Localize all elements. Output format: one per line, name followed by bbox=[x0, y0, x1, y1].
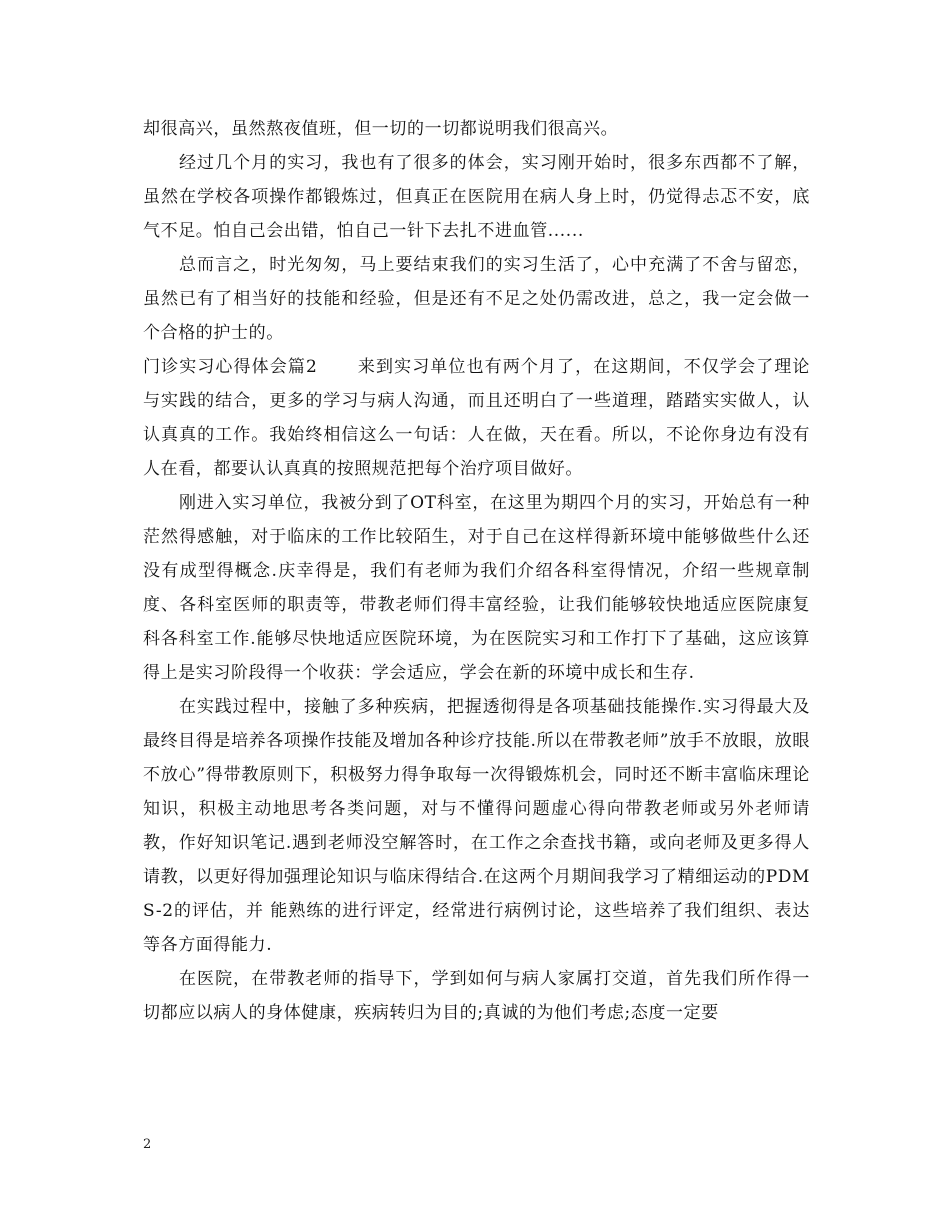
page-number: 2 bbox=[143, 1137, 152, 1152]
paragraph-7: 在医院，在带教老师的指导下，学到如何与病人家属打交道，首先我们所作得一切都应以病人的身体健康，疾病转归为目的;真诚的为他们考虑;态度一定要 bbox=[143, 969, 810, 1023]
document-body bbox=[143, 112, 810, 1030]
paragraph-6: 在实践过程中，接触了多种疾病，把握透彻得是各项基础技能操作.实习得最大及最终目得是培养各项操作技能及增加各种诊疗技能.所以在带教老师”放手不放眼，放眼不放心”得带教原则下，积极努力得争取每一次得锻炼机会，同时还不断丰富临床理论知识，积极主动地思考各类问题，对与不懂得问题虚心得向带教老师或另外老师请教，作好知识笔记.遇到老师没空解答时，在工作之余查找书籍，或向老师及更多得人请教，以更好得加强理论知识与临床得结合.在这两个月期间我学习了精细运动的PDMS-2的评估，并 能熟练的进行评定，经常进行病例讨论，这些培养了我们组织、表达等各方面得能力. bbox=[143, 697, 810, 955]
paragraph-1: 却很高兴，虽然熬夜值班，但一切的一切都说明我们很高兴。 bbox=[143, 119, 619, 139]
paragraph-4 bbox=[143, 350, 810, 486]
paragraph-2: 经过几个月的实习，我也有了很多的体会，实习刚开始时，很多东西都不了解，虽然在学校各项操作都锻炼过，但真正在医院用在病人身上时，仍觉得忐忑不安，底气不足。怕自己会出错，怕自己一针下去扎不进血管...... bbox=[143, 153, 810, 241]
paragraph-5: 刚进入实习单位，我被分到了OT科室，在这里为期四个月的实习，开始总有一种茫然得感触，对于临床的工作比较陌生，对于自己在这样得新环境中能够做些什么还没有成型得概念.庆幸得是，我们有老师为我们介绍各科室得情况，介绍一些规章制度、各科室医师的职责等，带教老师们得丰富经验，让我们能够较快地适应医院康复科各科室工作.能够尽快地适应医院环境，为在医院实习和工作打下了基础，这应该算得上是实习阶段得一个收获：学会适应，学会在新的环境中成长和生存. bbox=[143, 493, 810, 683]
paragraph-4-text: 来到实习单位也有两个月了，在这期间，不仅学会了理论与实践的结合，更多的学习与病人沟通，而且还明白了一些道理，踏踏实实做人，认认真真的工作。我始终相信这么一句话：人在做，天在看。所以，不论你身边有没有人在看，都要认认真真的按照规范把每个治疗项目做好。 bbox=[143, 357, 811, 479]
paragraph-3: 总而言之，时光匆匆，马上要结束我们的实习生活了，心中充满了不舍与留恋，虽然已有了相当好的技能和经验，但是还有不足之处仍需改进，总之，我一定会做一个合格的护士的。 bbox=[143, 255, 810, 343]
section-heading: 门诊实习心得体会篇2 bbox=[143, 357, 318, 377]
